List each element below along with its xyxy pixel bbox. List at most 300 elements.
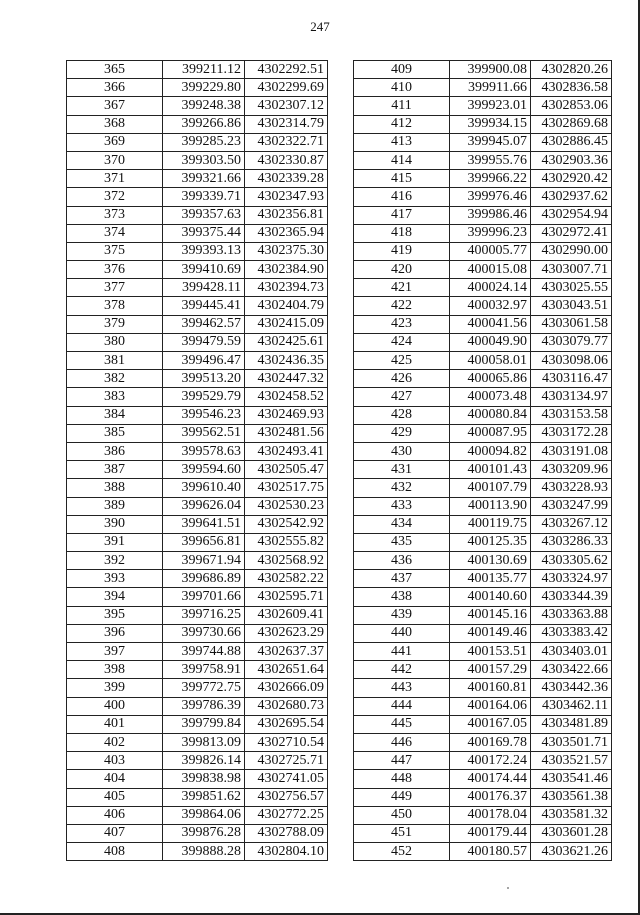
x-coordinate-cell: 399339.71: [163, 188, 245, 206]
table-row: [67, 788, 328, 806]
y-coordinate-cell: 4303286.33: [531, 533, 612, 551]
table-row: [67, 79, 328, 97]
table-row: [67, 206, 328, 224]
point-number-cell: 430: [354, 442, 450, 460]
table-row: [354, 79, 612, 97]
table-row: [354, 824, 612, 842]
table-row: [354, 770, 612, 788]
y-coordinate-cell: 4302469.93: [245, 406, 328, 424]
x-coordinate-cell: 399357.63: [163, 206, 245, 224]
x-coordinate-cell: 400049.90: [450, 333, 531, 351]
x-coordinate-cell: 399966.22: [450, 170, 531, 188]
point-number-cell: 419: [354, 242, 450, 260]
point-number-cell: 365: [67, 61, 163, 79]
point-number-cell: 421: [354, 279, 450, 297]
table-row: [67, 606, 328, 624]
x-coordinate-cell: 399900.08: [450, 61, 531, 79]
point-number-cell: 440: [354, 624, 450, 642]
table-row: [67, 533, 328, 551]
table-row: [67, 279, 328, 297]
table-row: [354, 442, 612, 460]
y-coordinate-cell: 4302582.22: [245, 570, 328, 588]
table-row: [67, 570, 328, 588]
x-coordinate-cell: 400179.44: [450, 824, 531, 842]
table-row: [354, 279, 612, 297]
point-number-cell: 423: [354, 315, 450, 333]
table-row: [354, 61, 612, 79]
table-row: [67, 170, 328, 188]
point-number-cell: 413: [354, 133, 450, 151]
table-row: [67, 588, 328, 606]
x-coordinate-cell: 400178.04: [450, 806, 531, 824]
coordinates-table-right-body: [354, 61, 612, 861]
x-coordinate-cell: 399594.60: [163, 461, 245, 479]
point-number-cell: 401: [67, 715, 163, 733]
point-number-cell: 376: [67, 261, 163, 279]
point-number-cell: 442: [354, 661, 450, 679]
point-number-cell: 385: [67, 424, 163, 442]
point-number-cell: 412: [354, 115, 450, 133]
x-coordinate-cell: 399266.86: [163, 115, 245, 133]
point-number-cell: 384: [67, 406, 163, 424]
x-coordinate-cell: 400164.06: [450, 697, 531, 715]
y-coordinate-cell: 4302595.71: [245, 588, 328, 606]
table-row: [67, 224, 328, 242]
x-coordinate-cell: 399578.63: [163, 442, 245, 460]
x-coordinate-cell: 399730.66: [163, 624, 245, 642]
point-number-cell: 449: [354, 788, 450, 806]
y-coordinate-cell: 4302365.94: [245, 224, 328, 242]
point-number-cell: 434: [354, 515, 450, 533]
coordinates-table-left: [66, 60, 328, 861]
point-number-cell: 422: [354, 297, 450, 315]
y-coordinate-cell: 4303098.06: [531, 352, 612, 370]
x-coordinate-cell: 400032.97: [450, 297, 531, 315]
table-row: [67, 370, 328, 388]
x-coordinate-cell: 399955.76: [450, 151, 531, 169]
point-number-cell: 433: [354, 497, 450, 515]
x-coordinate-cell: 400107.79: [450, 479, 531, 497]
table-row: [354, 697, 612, 715]
point-number-cell: 420: [354, 261, 450, 279]
x-coordinate-cell: 399462.57: [163, 315, 245, 333]
y-coordinate-cell: 4302666.09: [245, 679, 328, 697]
x-coordinate-cell: 399211.12: [163, 61, 245, 79]
x-coordinate-cell: 400024.14: [450, 279, 531, 297]
point-number-cell: 378: [67, 297, 163, 315]
y-coordinate-cell: 4302339.28: [245, 170, 328, 188]
y-coordinate-cell: 4303501.71: [531, 733, 612, 751]
y-coordinate-cell: 4302493.41: [245, 442, 328, 460]
table-row: [354, 406, 612, 424]
point-number-cell: 418: [354, 224, 450, 242]
point-number-cell: 417: [354, 206, 450, 224]
x-coordinate-cell: 400169.78: [450, 733, 531, 751]
y-coordinate-cell: 4303324.97: [531, 570, 612, 588]
y-coordinate-cell: 4303403.01: [531, 643, 612, 661]
x-coordinate-cell: 399864.06: [163, 806, 245, 824]
table-row: [67, 661, 328, 679]
y-coordinate-cell: 4302886.45: [531, 133, 612, 151]
y-coordinate-cell: 4302853.06: [531, 97, 612, 115]
table-row: [354, 151, 612, 169]
point-number-cell: 403: [67, 752, 163, 770]
y-coordinate-cell: 4302903.36: [531, 151, 612, 169]
y-coordinate-cell: 4302680.73: [245, 697, 328, 715]
y-coordinate-cell: 4302307.12: [245, 97, 328, 115]
y-coordinate-cell: 4302741.05: [245, 770, 328, 788]
y-coordinate-cell: 4302555.82: [245, 533, 328, 551]
y-coordinate-cell: 4302788.09: [245, 824, 328, 842]
table-row: [67, 388, 328, 406]
y-coordinate-cell: 4303383.42: [531, 624, 612, 642]
table-row: [67, 643, 328, 661]
y-coordinate-cell: 4302356.81: [245, 206, 328, 224]
y-coordinate-cell: 4302804.10: [245, 843, 328, 861]
table-row: [354, 479, 612, 497]
x-coordinate-cell: 399546.23: [163, 406, 245, 424]
point-number-cell: 381: [67, 352, 163, 370]
x-coordinate-cell: 399945.07: [450, 133, 531, 151]
x-coordinate-cell: 399911.66: [450, 79, 531, 97]
x-coordinate-cell: 399529.79: [163, 388, 245, 406]
point-number-cell: 414: [354, 151, 450, 169]
table-row: [354, 224, 612, 242]
table-row: [354, 515, 612, 533]
table-row: [67, 843, 328, 861]
point-number-cell: 400: [67, 697, 163, 715]
table-row: [354, 170, 612, 188]
point-number-cell: 424: [354, 333, 450, 351]
table-row: [354, 570, 612, 588]
point-number-cell: 379: [67, 315, 163, 333]
table-row: [354, 788, 612, 806]
y-coordinate-cell: 4303442.36: [531, 679, 612, 697]
y-coordinate-cell: 4303601.28: [531, 824, 612, 842]
y-coordinate-cell: 4302609.41: [245, 606, 328, 624]
table-row: [67, 424, 328, 442]
point-number-cell: 366: [67, 79, 163, 97]
point-number-cell: 411: [354, 97, 450, 115]
x-coordinate-cell: 399375.44: [163, 224, 245, 242]
x-coordinate-cell: 399671.94: [163, 552, 245, 570]
table-row: [354, 188, 612, 206]
point-number-cell: 416: [354, 188, 450, 206]
point-number-cell: 446: [354, 733, 450, 751]
point-number-cell: 377: [67, 279, 163, 297]
table-row: [354, 661, 612, 679]
table-row: [354, 679, 612, 697]
point-number-cell: 427: [354, 388, 450, 406]
y-coordinate-cell: 4303521.57: [531, 752, 612, 770]
point-number-cell: 397: [67, 643, 163, 661]
x-coordinate-cell: 399513.20: [163, 370, 245, 388]
table-row: [67, 442, 328, 460]
x-coordinate-cell: 399758.91: [163, 661, 245, 679]
point-number-cell: 380: [67, 333, 163, 351]
point-number-cell: 398: [67, 661, 163, 679]
point-number-cell: 382: [67, 370, 163, 388]
y-coordinate-cell: 4302972.41: [531, 224, 612, 242]
point-number-cell: 370: [67, 151, 163, 169]
point-number-cell: 390: [67, 515, 163, 533]
table-row: [67, 352, 328, 370]
point-number-cell: 402: [67, 733, 163, 751]
table-row: [354, 533, 612, 551]
y-coordinate-cell: 4303462.11: [531, 697, 612, 715]
x-coordinate-cell: 400153.51: [450, 643, 531, 661]
y-coordinate-cell: 4303422.66: [531, 661, 612, 679]
y-coordinate-cell: 4302505.47: [245, 461, 328, 479]
table-row: [354, 843, 612, 861]
table-row: [354, 715, 612, 733]
point-number-cell: 368: [67, 115, 163, 133]
x-coordinate-cell: 399626.04: [163, 497, 245, 515]
point-number-cell: 438: [354, 588, 450, 606]
point-number-cell: 426: [354, 370, 450, 388]
y-coordinate-cell: 4303153.58: [531, 406, 612, 424]
table-row: [67, 406, 328, 424]
x-coordinate-cell: 399986.46: [450, 206, 531, 224]
table-row: [354, 624, 612, 642]
point-number-cell: 441: [354, 643, 450, 661]
table-row: [67, 297, 328, 315]
x-coordinate-cell: 399716.25: [163, 606, 245, 624]
table-row: [67, 497, 328, 515]
x-coordinate-cell: 400135.77: [450, 570, 531, 588]
point-number-cell: 431: [354, 461, 450, 479]
table-row: [67, 261, 328, 279]
y-coordinate-cell: 4303209.96: [531, 461, 612, 479]
y-coordinate-cell: 4303621.26: [531, 843, 612, 861]
point-number-cell: 393: [67, 570, 163, 588]
point-number-cell: 410: [354, 79, 450, 97]
point-number-cell: 387: [67, 461, 163, 479]
x-coordinate-cell: 400058.01: [450, 352, 531, 370]
point-number-cell: 373: [67, 206, 163, 224]
y-coordinate-cell: 4302436.35: [245, 352, 328, 370]
x-coordinate-cell: 400113.90: [450, 497, 531, 515]
y-coordinate-cell: 4302384.90: [245, 261, 328, 279]
table-row: [354, 606, 612, 624]
table-row: [354, 643, 612, 661]
point-number-cell: 452: [354, 843, 450, 861]
table-row: [354, 315, 612, 333]
y-coordinate-cell: 4302756.57: [245, 788, 328, 806]
y-coordinate-cell: 4303541.46: [531, 770, 612, 788]
x-coordinate-cell: 400157.29: [450, 661, 531, 679]
x-coordinate-cell: 400015.08: [450, 261, 531, 279]
point-number-cell: 388: [67, 479, 163, 497]
y-coordinate-cell: 4302772.25: [245, 806, 328, 824]
point-number-cell: 405: [67, 788, 163, 806]
x-coordinate-cell: 399321.66: [163, 170, 245, 188]
x-coordinate-cell: 400176.37: [450, 788, 531, 806]
table-row: [354, 352, 612, 370]
point-number-cell: 448: [354, 770, 450, 788]
table-row: [354, 133, 612, 151]
table-row: [354, 297, 612, 315]
x-coordinate-cell: 399838.98: [163, 770, 245, 788]
y-coordinate-cell: 4303363.88: [531, 606, 612, 624]
table-row: [67, 697, 328, 715]
x-coordinate-cell: 400172.24: [450, 752, 531, 770]
x-coordinate-cell: 399562.51: [163, 424, 245, 442]
x-coordinate-cell: 399410.69: [163, 261, 245, 279]
table-row: [354, 333, 612, 351]
x-coordinate-cell: 399923.01: [450, 97, 531, 115]
y-coordinate-cell: 4303025.55: [531, 279, 612, 297]
y-coordinate-cell: 4303344.39: [531, 588, 612, 606]
x-coordinate-cell: 399813.09: [163, 733, 245, 751]
y-coordinate-cell: 4303305.62: [531, 552, 612, 570]
y-coordinate-cell: 4302542.92: [245, 515, 328, 533]
point-number-cell: 369: [67, 133, 163, 151]
x-coordinate-cell: 400140.60: [450, 588, 531, 606]
point-number-cell: 432: [354, 479, 450, 497]
table-row: [67, 133, 328, 151]
point-number-cell: 409: [354, 61, 450, 79]
point-number-cell: 406: [67, 806, 163, 824]
y-coordinate-cell: 4303191.08: [531, 442, 612, 460]
x-coordinate-cell: 399248.38: [163, 97, 245, 115]
table-row: [67, 188, 328, 206]
table-row: [354, 461, 612, 479]
x-coordinate-cell: 399934.15: [450, 115, 531, 133]
x-coordinate-cell: 399786.39: [163, 697, 245, 715]
table-row: [67, 806, 328, 824]
point-number-cell: 386: [67, 442, 163, 460]
x-coordinate-cell: 400005.77: [450, 242, 531, 260]
y-coordinate-cell: 4302375.30: [245, 242, 328, 260]
y-coordinate-cell: 4302394.73: [245, 279, 328, 297]
y-coordinate-cell: 4302637.37: [245, 643, 328, 661]
point-number-cell: 372: [67, 188, 163, 206]
x-coordinate-cell: 399303.50: [163, 151, 245, 169]
point-number-cell: 383: [67, 388, 163, 406]
table-row: [354, 370, 612, 388]
point-number-cell: 425: [354, 352, 450, 370]
table-row: [354, 242, 612, 260]
table-row: [354, 206, 612, 224]
x-coordinate-cell: 399799.84: [163, 715, 245, 733]
y-coordinate-cell: 4303007.71: [531, 261, 612, 279]
x-coordinate-cell: 400101.43: [450, 461, 531, 479]
point-number-cell: 394: [67, 588, 163, 606]
x-coordinate-cell: 399701.66: [163, 588, 245, 606]
y-coordinate-cell: 4303079.77: [531, 333, 612, 351]
x-coordinate-cell: 400125.35: [450, 533, 531, 551]
table-row: [354, 552, 612, 570]
table-row: [67, 733, 328, 751]
y-coordinate-cell: 4302330.87: [245, 151, 328, 169]
point-number-cell: 443: [354, 679, 450, 697]
x-coordinate-cell: 399744.88: [163, 643, 245, 661]
x-coordinate-cell: 400094.82: [450, 442, 531, 460]
x-coordinate-cell: 399496.47: [163, 352, 245, 370]
table-row: [67, 624, 328, 642]
coordinates-table-right: [353, 60, 612, 861]
x-coordinate-cell: 399610.40: [163, 479, 245, 497]
point-number-cell: 371: [67, 170, 163, 188]
y-coordinate-cell: 4302954.94: [531, 206, 612, 224]
y-coordinate-cell: 4303116.47: [531, 370, 612, 388]
y-coordinate-cell: 4303061.58: [531, 315, 612, 333]
table-row: [354, 261, 612, 279]
x-coordinate-cell: 399285.23: [163, 133, 245, 151]
y-coordinate-cell: 4303481.89: [531, 715, 612, 733]
table-row: [67, 752, 328, 770]
y-coordinate-cell: 4302347.93: [245, 188, 328, 206]
table-row: [67, 115, 328, 133]
coordinates-table-left-body: [67, 61, 328, 861]
y-coordinate-cell: 4302481.56: [245, 424, 328, 442]
point-number-cell: 396: [67, 624, 163, 642]
y-coordinate-cell: 4302415.09: [245, 315, 328, 333]
point-number-cell: 428: [354, 406, 450, 424]
y-coordinate-cell: 4302314.79: [245, 115, 328, 133]
point-number-cell: 395: [67, 606, 163, 624]
point-number-cell: 375: [67, 242, 163, 260]
x-coordinate-cell: 400080.84: [450, 406, 531, 424]
table-row: [67, 151, 328, 169]
y-coordinate-cell: 4302447.32: [245, 370, 328, 388]
point-number-cell: 444: [354, 697, 450, 715]
point-number-cell: 399: [67, 679, 163, 697]
x-coordinate-cell: 399656.81: [163, 533, 245, 551]
x-coordinate-cell: 399686.89: [163, 570, 245, 588]
table-row: [354, 424, 612, 442]
y-coordinate-cell: 4302725.71: [245, 752, 328, 770]
x-coordinate-cell: 400174.44: [450, 770, 531, 788]
point-number-cell: 391: [67, 533, 163, 551]
x-coordinate-cell: 399888.28: [163, 843, 245, 861]
table-row: [67, 515, 328, 533]
point-number-cell: 392: [67, 552, 163, 570]
table-row: [67, 824, 328, 842]
x-coordinate-cell: 400149.46: [450, 624, 531, 642]
y-coordinate-cell: 4302990.00: [531, 242, 612, 260]
y-coordinate-cell: 4302920.42: [531, 170, 612, 188]
y-coordinate-cell: 4303043.51: [531, 297, 612, 315]
y-coordinate-cell: 4303172.28: [531, 424, 612, 442]
point-number-cell: 408: [67, 843, 163, 861]
x-coordinate-cell: 399445.41: [163, 297, 245, 315]
x-coordinate-cell: 400119.75: [450, 515, 531, 533]
table-row: [67, 461, 328, 479]
x-coordinate-cell: 400130.69: [450, 552, 531, 570]
x-coordinate-cell: 399826.14: [163, 752, 245, 770]
x-coordinate-cell: 399876.28: [163, 824, 245, 842]
x-coordinate-cell: 399772.75: [163, 679, 245, 697]
table-row: [67, 333, 328, 351]
x-coordinate-cell: 400167.05: [450, 715, 531, 733]
x-coordinate-cell: 399641.51: [163, 515, 245, 533]
y-coordinate-cell: 4302623.29: [245, 624, 328, 642]
table-row: [354, 97, 612, 115]
x-coordinate-cell: 399393.13: [163, 242, 245, 260]
table-row: [354, 752, 612, 770]
point-number-cell: 450: [354, 806, 450, 824]
y-coordinate-cell: 4302322.71: [245, 133, 328, 151]
y-coordinate-cell: 4302820.26: [531, 61, 612, 79]
table-row: [354, 588, 612, 606]
table-row: [67, 315, 328, 333]
y-coordinate-cell: 4302292.51: [245, 61, 328, 79]
y-coordinate-cell: 4302695.54: [245, 715, 328, 733]
point-number-cell: 429: [354, 424, 450, 442]
table-row: [67, 770, 328, 788]
